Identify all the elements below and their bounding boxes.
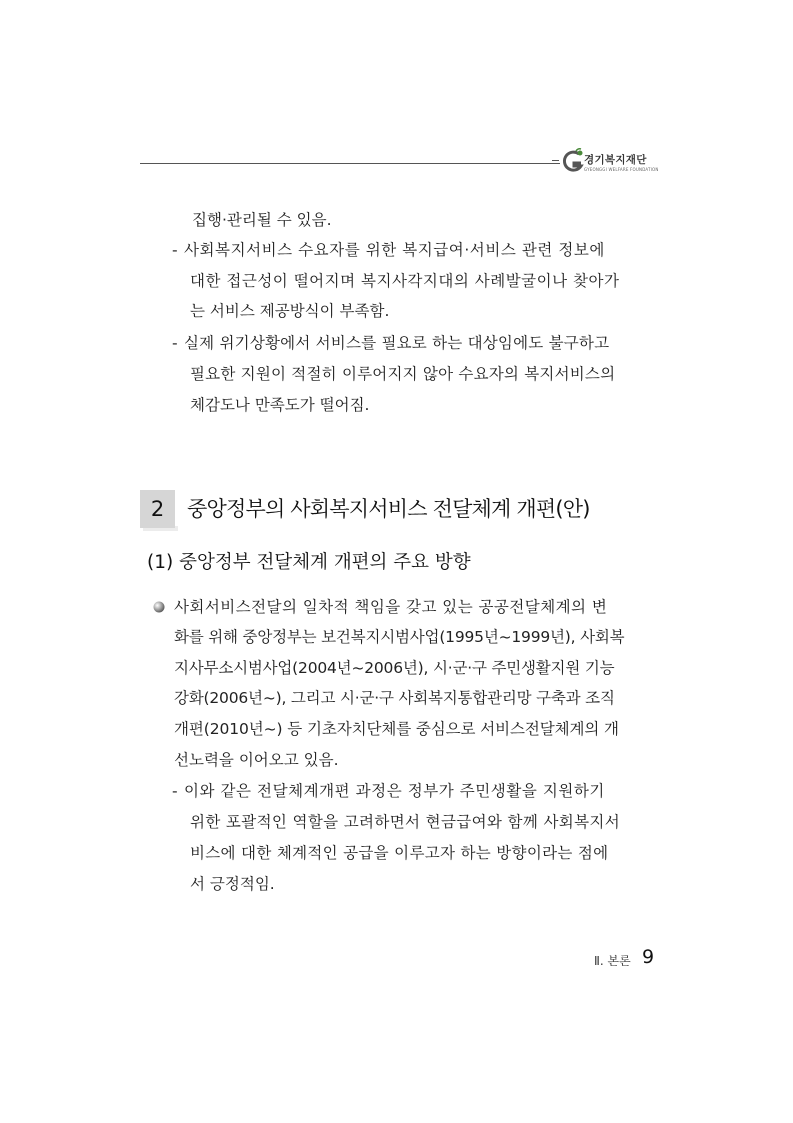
body-line-10: 서 긍정적임. xyxy=(190,875,275,893)
body-line-5: 개편(2010년~) 등 기초자치단체를 중심으로 서비스전달체계의 개 xyxy=(174,720,619,738)
logo-org-name: 경기복지재단 xyxy=(584,154,647,166)
intro-line-2: 사회복지서비스 수요자를 위한 복지급여·서비스 관련 정보에 xyxy=(184,241,605,259)
dash-marker: - xyxy=(172,782,178,800)
body-line-1: 사회서비스전달의 일차적 책임을 갖고 있는 공공전달체계의 변 xyxy=(174,598,608,616)
dash-marker: - xyxy=(172,334,178,352)
body-line-4: 강화(2006년~), 그리고 시·군·구 사회복지통합관리망 구축과 조직 xyxy=(174,689,615,707)
intro-line-5: 실제 위기상황에서 서비스를 필요로 하는 대상임에도 불구하고 xyxy=(184,334,610,352)
body-line-3: 지사무소시범사업(2004년~2006년), 시·군·구 주민생활지원 기능 xyxy=(174,659,615,677)
body-line-8: 위한 포괄적인 역할을 고려하면서 현금급여와 함께 사회복지서 xyxy=(190,813,621,831)
body-line-2: 화를 위해 중앙정부는 보건복지시범사업(1995년~1999년), 사회복 xyxy=(174,628,625,646)
intro-line-3: 대한 접근성이 떨어지며 복지사각지대의 사례발굴이나 찾아가 xyxy=(190,272,620,290)
logo-org-subtitle: GYEONGGI WELFARE FOUNDATION xyxy=(584,167,659,172)
intro-line-7: 체감도나 만족도가 떨어짐. xyxy=(190,396,370,414)
body-line-6: 선노력을 이어오고 있음. xyxy=(174,751,339,769)
page-number: 9 xyxy=(642,946,655,968)
intro-line-6: 필요한 지원이 적절히 이루어지지 않아 수요자의 복지서비스의 xyxy=(190,365,616,383)
section-title: 중앙정부의 사회복지서비스 전달체계 개편(안) xyxy=(187,497,590,521)
header-rule xyxy=(140,163,560,164)
bullet-icon xyxy=(152,600,166,614)
footer-chapter: Ⅱ. 본론 xyxy=(594,954,631,968)
header-rule-end xyxy=(552,160,559,168)
body-line-7: 이와 같은 전달체계개편 과정은 정부가 주민생활을 지원하기 xyxy=(184,782,605,800)
body-line-9: 비스에 대한 체계적인 공급을 이루고자 하는 방향이라는 점에 xyxy=(190,844,609,862)
foundation-logo xyxy=(562,148,662,178)
section-number: 2 xyxy=(150,497,165,521)
dash-marker: - xyxy=(172,241,178,259)
foundation-logo-icon xyxy=(562,148,586,176)
subsection-title: (1) 중앙정부 전달체계 개편의 주요 방향 xyxy=(147,552,471,573)
intro-line-4: 는 서비스 제공방식이 부족함. xyxy=(190,302,390,320)
intro-line-1: 집행·관리될 수 있음. xyxy=(192,211,332,229)
